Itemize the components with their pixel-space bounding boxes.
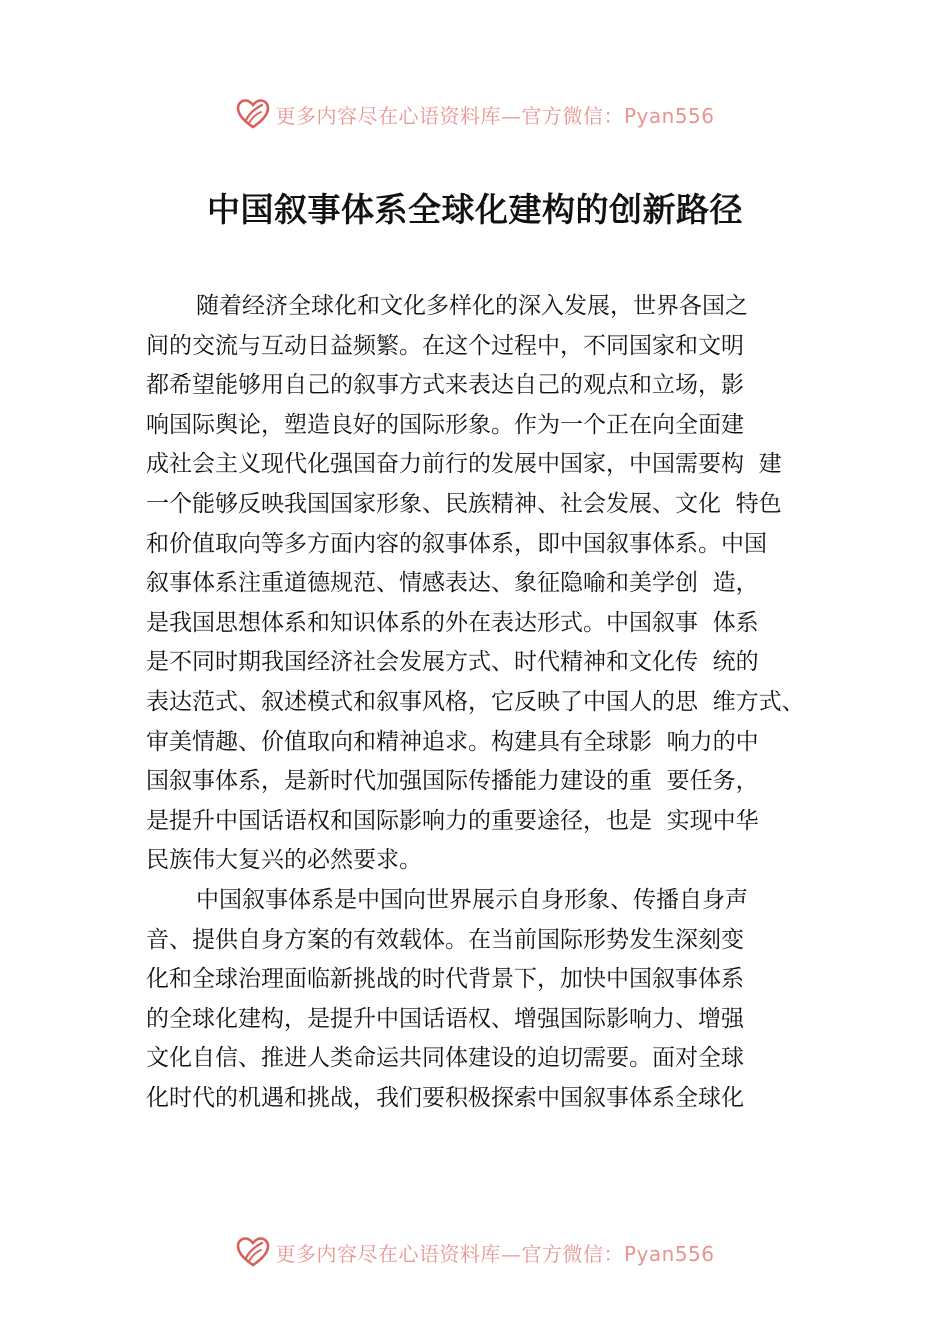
text-line: 都希望能够用自己的叙事方式来表达自己的观点和立场，影 — [146, 372, 744, 399]
document-body — [146, 287, 846, 1118]
watermark-wechat-id: Pyan556 — [623, 103, 715, 128]
text-line: 和价值取向等多方面内容的叙事体系，即中国叙事体系。中国 — [146, 530, 767, 557]
text-line: 化和全球治理面临新挑战的时代背景下，加快中国叙事体系 — [146, 966, 744, 993]
watermark-text — [275, 100, 714, 129]
document-title: 中国叙事体系全球化建构的创新路径 — [207, 190, 743, 229]
watermark-wechat-id: Pyan556 — [623, 1241, 715, 1266]
text-line: 响国际舆论，塑造良好的国际形象。作为一个正在向全面建 — [146, 411, 744, 438]
text-line: 化时代的机遇和挑战，我们要积极探索中国叙事体系全球化 — [146, 1084, 744, 1111]
text-line: 表达范式、叙述模式和叙事风格，它反映了中国人的思 维方式、 — [146, 688, 805, 715]
header-watermark — [0, 94, 950, 134]
text-line: 的全球化建构，是提升中国话语权、增强国际影响力、增强 — [146, 1005, 744, 1032]
heart-logo-icon — [235, 1234, 271, 1270]
watermark-text — [275, 1238, 714, 1267]
text-line: 国叙事体系，是新时代加强国际传播能力建设的重 要任务， — [146, 768, 759, 795]
text-line: 一个能够反映我国国家形象、民族精神、社会发展、文化 特色 — [146, 490, 782, 517]
text-line: 是提升中国话语权和国际影响力的重要途径，也是 实现中华 — [146, 807, 759, 834]
text-line: 叙事体系注重道德规范、情感表达、象征隐喻和美学创 造， — [146, 570, 759, 597]
text-line: 成社会主义现代化强国奋力前行的发展中国家，中国需要构 建 — [146, 451, 782, 478]
text-line: 随着经济全球化和文化多样化的深入发展，世界各国之 — [196, 293, 748, 319]
text-line: 音、提供自身方案的有效载体。在当前国际形势发生深刻变 — [146, 926, 744, 953]
text-line: 间的交流与互动日益频繁。在这个过程中，不同国家和文明 — [146, 332, 744, 359]
text-line: 是我国思想体系和知识体系的外在表达形式。中国叙事 体系 — [146, 609, 759, 636]
footer-watermark — [0, 1232, 950, 1272]
watermark-label: 更多内容尽在心语资料库—官方微信： — [275, 103, 624, 128]
watermark-label: 更多内容尽在心语资料库—官方微信： — [275, 1241, 624, 1266]
heart-logo-icon — [235, 96, 271, 132]
text-line: 中国叙事体系是中国向世界展示自身形象、传播自身声 — [196, 886, 748, 913]
text-line: 文化自信、推进人类命运共同体建设的迫切需要。面对全球 — [146, 1045, 744, 1072]
text-line: 民族伟大复兴的必然要求。 — [146, 847, 422, 874]
text-line: 审美情趣、价值取向和精神追求。构建具有全球影 响力的中 — [146, 728, 759, 755]
text-line: 是不同时期我国经济社会发展方式、时代精神和文化传 统的 — [146, 649, 759, 676]
